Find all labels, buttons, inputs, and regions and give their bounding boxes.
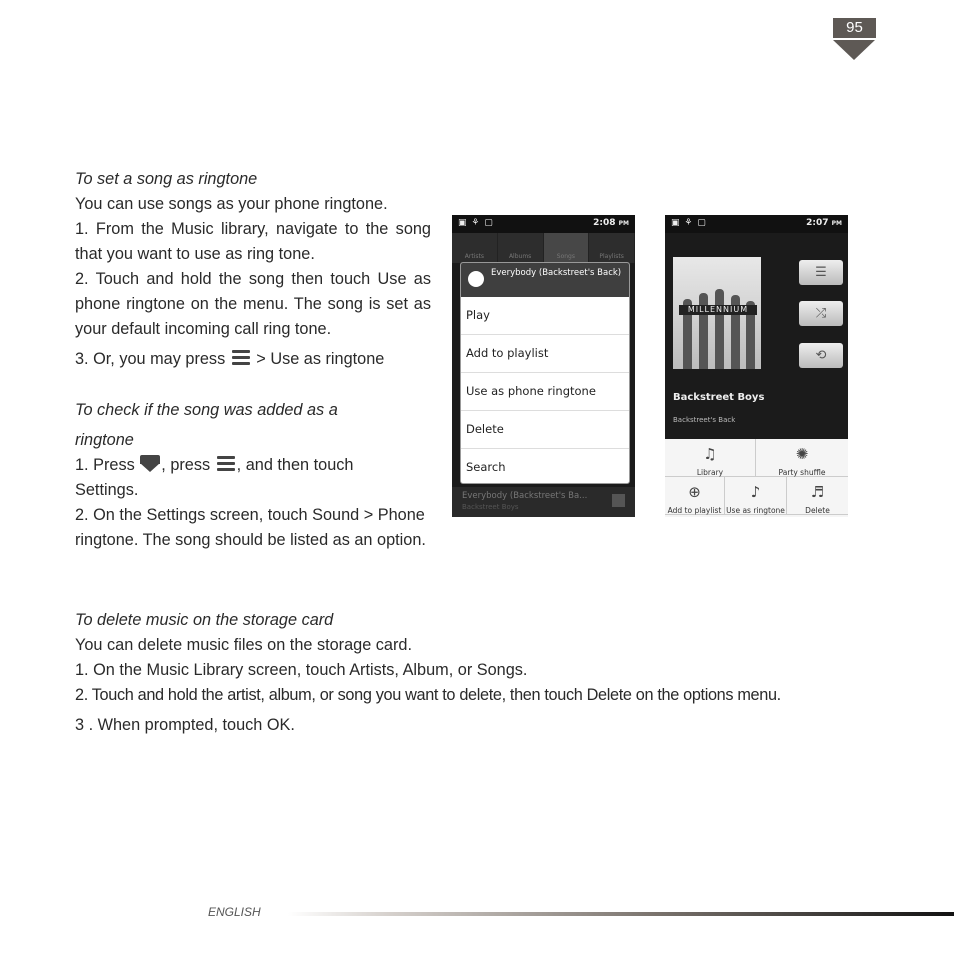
library-icon: ♫ bbox=[703, 445, 717, 463]
heading-set-ringtone: To set a song as ringtone bbox=[75, 170, 258, 188]
check-step-1-b: , press bbox=[161, 456, 211, 474]
step-1: 1. From the Music library, navigate to the song that you want to use as ring tone. bbox=[75, 220, 431, 263]
screenshot-songs-context-menu bbox=[452, 215, 635, 517]
artist-name: Backstreet Boys bbox=[673, 392, 765, 403]
menu-key-icon bbox=[139, 454, 161, 474]
step-3 bbox=[75, 347, 431, 372]
tab-albums[interactable]: Albums bbox=[498, 233, 544, 263]
menu-party-shuffle-label: Party shuffle bbox=[778, 468, 826, 477]
delete-icon: ♬ bbox=[810, 483, 825, 501]
album-band-text: MILLENNIUM bbox=[679, 305, 757, 315]
section-delete-music bbox=[75, 608, 875, 738]
tab-artists[interactable]: Artists bbox=[452, 233, 498, 263]
menu-item-delete[interactable]: Delete bbox=[461, 411, 629, 449]
ringtone-icon: ♪ bbox=[750, 483, 761, 501]
menu-icon bbox=[215, 453, 237, 475]
play-icon[interactable] bbox=[612, 494, 625, 507]
playlist-button[interactable]: ☰ bbox=[799, 260, 843, 285]
paragraph-intro: You can use songs as your phone ringtone. bbox=[75, 195, 388, 213]
step-3-text-end: > Use as ringtone bbox=[256, 350, 385, 368]
clock-time: 2:08 bbox=[593, 218, 616, 228]
step-3-text: 3. Or, you may press bbox=[75, 350, 226, 368]
menu-add-to-playlist-label: Add to playlist bbox=[667, 506, 722, 515]
menu-library-label: Library bbox=[696, 468, 724, 477]
shuffle-button[interactable]: ⤮ bbox=[799, 301, 843, 326]
now-playing-artist: Backstreet Boys bbox=[462, 503, 519, 511]
heading-line-1: To check if the song was added as a bbox=[75, 401, 338, 419]
dialog-header bbox=[461, 263, 629, 297]
menu-delete[interactable] bbox=[787, 477, 848, 515]
song-icon bbox=[468, 271, 484, 287]
check-step-1-c: , and then touch bbox=[236, 456, 354, 474]
menu-use-as-ringtone[interactable] bbox=[725, 477, 787, 515]
section-check-ringtone bbox=[75, 398, 431, 553]
menu-item-play[interactable]: Play bbox=[461, 297, 629, 335]
check-step-1-d: Settings. bbox=[75, 481, 139, 499]
menu-item-add-to-playlist[interactable]: Add to playlist bbox=[461, 335, 629, 373]
menu-icon bbox=[230, 347, 252, 369]
footer-rule bbox=[288, 912, 954, 916]
menu-delete-label: Delete bbox=[805, 506, 830, 515]
page-number-tab bbox=[833, 18, 876, 60]
add-icon: ⊕ bbox=[688, 483, 701, 501]
heading-check-ringtone bbox=[75, 398, 431, 423]
delete-intro: You can delete music files on the storage card. bbox=[75, 636, 412, 654]
repeat-button[interactable]: ⟲ bbox=[799, 343, 843, 368]
check-step-2: 2. On the Settings screen, touch Sound > Phone ringtone. The song should be listed as an option. bbox=[75, 506, 426, 549]
menu-use-as-ringtone-label: Use as ringtone bbox=[726, 506, 785, 515]
menu-add-to-playlist[interactable] bbox=[665, 477, 725, 515]
page-tab-arrow bbox=[833, 40, 875, 60]
menu-library[interactable] bbox=[665, 439, 756, 477]
check-step-1-a: 1. Press bbox=[75, 456, 135, 474]
context-menu-dialog bbox=[460, 262, 630, 484]
tab-playlists[interactable]: Playlists bbox=[589, 233, 635, 263]
step-2: 2. Touch and hold the song then touch Use as phone ringtone on the menu. The song is set as your default incoming call ring tone. bbox=[75, 270, 431, 338]
heading-delete-music: To delete music on the storage card bbox=[75, 611, 334, 629]
menu-item-use-as-ringtone[interactable]: Use as phone ringtone bbox=[461, 373, 629, 411]
album-name: Backstreet's Back bbox=[673, 416, 736, 424]
footer-language: ENGLISH bbox=[208, 905, 261, 919]
status-icons: ▣ ⚘ ▢ bbox=[458, 218, 494, 228]
options-menu bbox=[665, 439, 848, 517]
tab-songs[interactable]: Songs bbox=[544, 233, 590, 263]
status-bar bbox=[452, 215, 635, 233]
check-step-1 bbox=[75, 453, 431, 478]
delete-step-1: 1. On the Music Library screen, touch Artists, Album, or Songs. bbox=[75, 661, 528, 679]
now-playing-bar[interactable] bbox=[452, 487, 635, 517]
menu-party-shuffle[interactable] bbox=[756, 439, 848, 477]
clock-time: 2:07 bbox=[806, 218, 829, 228]
screenshot-player-menu bbox=[665, 215, 848, 517]
delete-step-2: 2. Touch and hold the artist, album, or song you want to delete, then touch Delete on the options menu. bbox=[75, 686, 781, 704]
now-playing-title: Everybody (Backstreet's Ba... bbox=[462, 491, 588, 501]
clock-ampm: PM bbox=[618, 220, 629, 227]
clock bbox=[806, 218, 842, 228]
page-number: 95 bbox=[833, 18, 876, 38]
music-tabs bbox=[452, 233, 635, 263]
status-icons: ▣ ⚘ ▢ bbox=[671, 218, 707, 228]
party-shuffle-icon: ✺ bbox=[795, 445, 809, 463]
menu-item-search[interactable]: Search bbox=[466, 460, 506, 474]
dialog-title: Everybody (Backstreet's Back) bbox=[491, 268, 622, 278]
clock-ampm: PM bbox=[831, 220, 842, 227]
status-bar bbox=[665, 215, 848, 233]
delete-step-3: 3 . When prompted, touch OK. bbox=[75, 716, 295, 734]
clock bbox=[593, 218, 629, 228]
section-set-ringtone bbox=[75, 167, 431, 372]
heading-line-2: ringtone bbox=[75, 431, 134, 449]
album-art bbox=[673, 257, 761, 369]
